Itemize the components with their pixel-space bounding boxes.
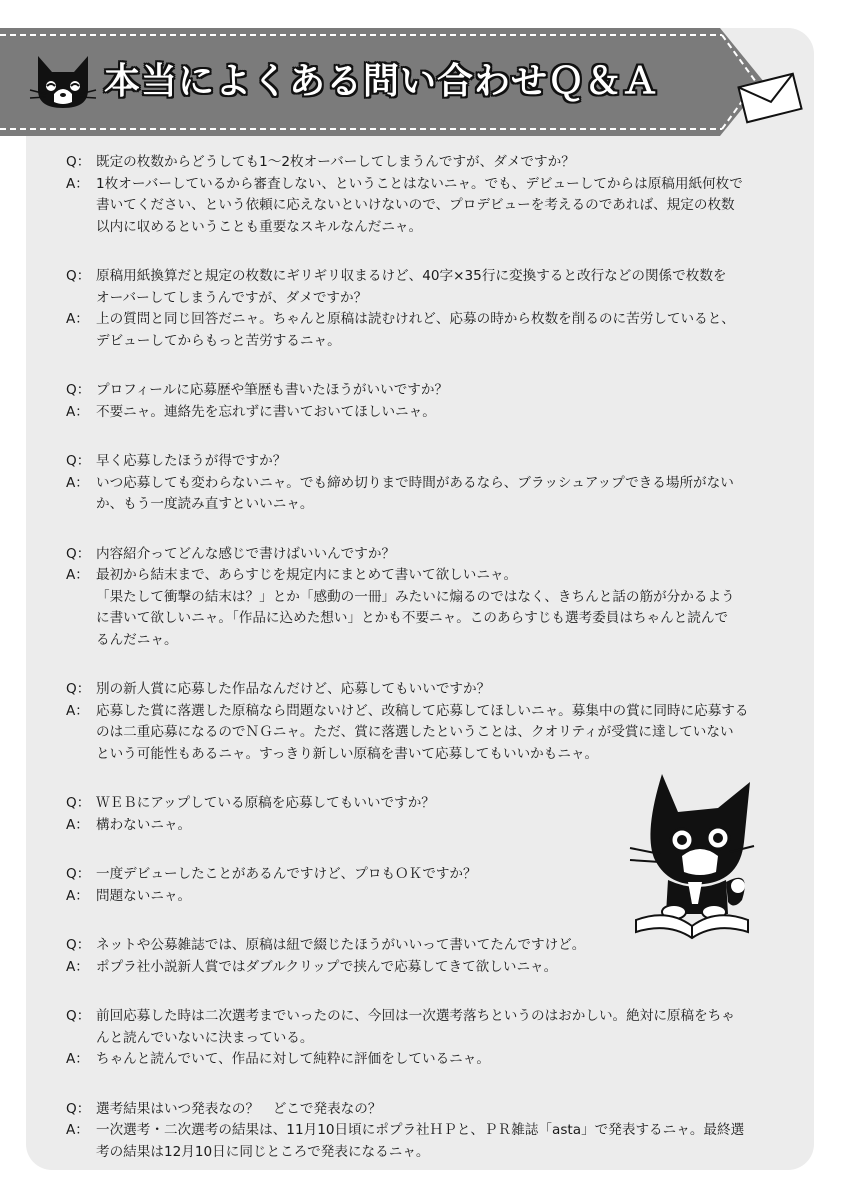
answer-line <box>66 565 786 587</box>
answer-text-continued: 考の結果は12月10日に同じところで発表になるニャ。 <box>96 1143 430 1160</box>
answer-line <box>66 701 786 723</box>
question-text: 別の新人賞に応募した作品なんだけど、応募してもいいですか？ <box>96 681 491 697</box>
question-line <box>66 266 786 288</box>
answer-marker: A： <box>66 474 89 491</box>
question-text: 選考結果はいつ発表なの？ どこで発表なの？ <box>96 1100 382 1117</box>
question-marker: Q： <box>66 268 91 284</box>
question-text: プロフィールに応募歴や筆歴も書いたほうがいいですか？ <box>96 382 449 398</box>
answer-line <box>66 1049 786 1071</box>
question-line <box>66 1099 786 1121</box>
answer-marker: A： <box>66 567 89 583</box>
question-line <box>66 152 786 174</box>
page-title: 本当によくある問い合わせＱ＆Ａ <box>104 61 660 102</box>
qa-item <box>66 679 786 765</box>
question-line <box>66 1006 786 1028</box>
question-text-continued: んと読んでいないに決まっている。 <box>96 1029 314 1046</box>
answer-text: 上の質問と同じ回答だニャ。ちゃんと原稿は読むけれど、応募の時から枚数を削るのに苦労していると、 <box>96 311 735 327</box>
question-text: 一度デビューしたことがあるんですけど、プロもＯＫですか？ <box>96 866 477 882</box>
answer-text: 一次選考・二次選考の結果は、11月10日頃にポプラ社ＨＰと、ＰＲ雑誌「asta」で発表するニャ。最終選 <box>96 1122 745 1138</box>
answer-line <box>66 402 786 424</box>
answer-marker: A： <box>66 1051 89 1067</box>
title-banner <box>0 26 846 136</box>
answer-marker: A： <box>66 816 89 833</box>
question-marker: Q： <box>66 681 91 697</box>
question-marker: Q： <box>66 453 91 469</box>
answer-text-continued: か、もう一度読み直すといいニャ。 <box>96 496 314 512</box>
question-line <box>66 544 786 566</box>
question-marker: Q： <box>66 795 91 811</box>
question-marker: Q： <box>66 154 91 170</box>
question-text: 早く応募したほうが得ですか？ <box>96 453 287 469</box>
answer-marker: A： <box>66 311 89 327</box>
qa-item <box>66 451 786 516</box>
answer-text-continued: 「果たして衝撃の結末は？」とか「感動の一冊」みたいに煽るのではなく、きちんと話の筋が分かるよう <box>96 588 735 605</box>
question-marker: Q： <box>66 937 91 953</box>
answer-text-continued: のは二重応募になるのでＮＧニャ。ただ、賞に落選したということは、クオリティが受賞に達していない <box>96 724 734 740</box>
question-marker: Q： <box>66 1008 91 1024</box>
answer-text-continued: デビューしてからもっと苦労するニャ。 <box>96 332 341 349</box>
answer-marker: A： <box>66 958 89 975</box>
question-text: 前回応募した時は二次選考までいったのに、今回は一次選考落ちというのはおかしい。絶対に原稿をちゃ <box>96 1008 735 1024</box>
question-text-continued: オーバーしてしまうんですが、ダメですか？ <box>96 289 368 306</box>
reading-cat-icon <box>626 772 758 946</box>
question-marker: Q： <box>66 1100 91 1117</box>
question-line <box>66 380 786 402</box>
answer-text-continued: という可能性もあるニャ。すっきり新しい原稿を書いて応募してもいいかもニャ。 <box>96 745 599 762</box>
answer-line <box>66 1120 786 1142</box>
answer-text: 不要ニャ。連絡先を忘れずに書いておいてほしいニャ。 <box>96 403 436 420</box>
answer-text: ポプラ社小説新人賞ではダブルクリップで挟んで応募してきて欲しいニャ。 <box>96 958 558 975</box>
question-line <box>66 451 786 473</box>
answer-marker: A： <box>66 887 89 904</box>
answer-text: 最初から結末まで、あらすじを規定内にまとめて書いて欲しいニャ。 <box>96 567 518 583</box>
question-text: ＷＥＢにアップしている原稿を応募してもいいですか？ <box>96 795 435 811</box>
question-marker: Q： <box>66 382 91 398</box>
answer-text-continued: るんだニャ。 <box>96 631 178 648</box>
answer-text: 構わないニャ。 <box>96 816 192 833</box>
question-text: 既定の枚数からどうしても1～2枚オーバーしてしまうんですが、ダメですか？ <box>96 154 575 170</box>
qa-list <box>66 152 786 1191</box>
answer-marker: A： <box>66 702 89 719</box>
qa-item <box>66 152 786 238</box>
answer-text: 問題ないニャ。 <box>96 887 192 904</box>
answer-text: 応募した賞に落選した原稿なら問題ないけど、改稿して応募してほしいニャ。募集中の賞に同時に応募する <box>96 702 749 719</box>
answer-line <box>66 473 786 495</box>
qa-item <box>66 380 786 423</box>
answer-text: 1枚オーバーしているから審査しない、ということはないニャ。でも、デビューしてからは原稿用紙何枚で <box>96 175 743 192</box>
qa-item <box>66 266 786 352</box>
question-text: 原稿用紙換算だと規定の枚数にギリギリ収まるけど、40字×35行に変換すると改行などの関係で枚数を <box>96 268 727 284</box>
answer-marker: A： <box>66 175 89 192</box>
question-text: 内容紹介ってどんな感じで書けばいいんですか？ <box>96 545 396 562</box>
answer-text: いつ応募しても変わらないニャ。でも締め切りまで時間があるなら、ブラッシュアップできる場所がない <box>96 474 734 491</box>
answer-text-continued: 書いてください、という依頼に応えないといけないので、プロデビューを考えるのであれば、規定の枚数 <box>96 197 735 213</box>
answer-line <box>66 309 786 331</box>
qa-item <box>66 544 786 652</box>
answer-marker: A： <box>66 403 89 420</box>
question-line <box>66 679 786 701</box>
answer-line <box>66 174 786 196</box>
qa-item <box>66 1006 786 1071</box>
answer-text-continued: に書いて欲しいニャ。「作品に込めた想い」とかも不要ニャ。このあらすじも選考委員はちゃんと読んで <box>96 610 729 626</box>
answer-line <box>66 957 786 979</box>
answer-text: ちゃんと読んでいて、作品に対して純粋に評価をしているニャ。 <box>96 1051 490 1067</box>
answer-text-continued: 以内に収めるということも重要なスキルなんだニャ。 <box>96 218 423 235</box>
question-text: ネットや公募雑誌では、原稿は紐で綴じたほうがいいって書いてたんですけど。 <box>96 937 586 953</box>
envelope-icon <box>736 70 804 130</box>
question-marker: Q： <box>66 545 91 562</box>
question-marker: Q： <box>66 866 91 882</box>
answer-marker: A： <box>66 1122 89 1138</box>
qa-item <box>66 1099 786 1164</box>
